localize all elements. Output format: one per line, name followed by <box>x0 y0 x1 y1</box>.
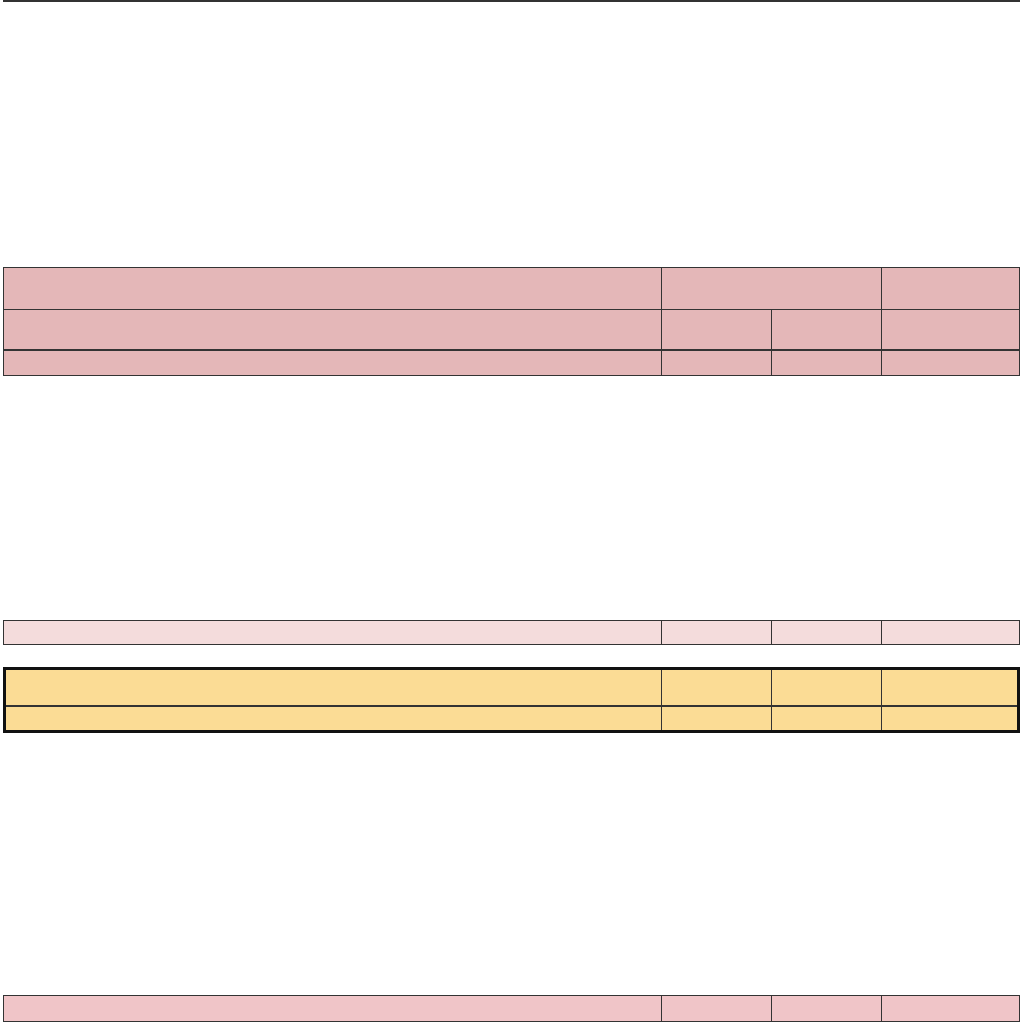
seutu-total-row <box>4 350 1019 375</box>
mit-total-row <box>6 706 1017 730</box>
col-target-header <box>881 310 1021 349</box>
mit-col-gt2-header <box>661 670 771 705</box>
mit-col-gt4-header <box>771 670 881 705</box>
empty-header-cell <box>881 268 1021 309</box>
muut-gt4 <box>771 621 881 644</box>
seutu-title-row <box>4 268 1019 310</box>
muut-gt2 <box>661 621 771 644</box>
mit-column-header-row <box>6 670 1017 706</box>
mit-col-max-header <box>881 670 1017 705</box>
yhteensa-row <box>3 995 1020 1022</box>
col-gt2-header <box>661 310 771 349</box>
mit-total-gt2 <box>661 707 771 730</box>
muut-row <box>3 620 1020 645</box>
yhteensa-gt2 <box>661 996 771 1021</box>
mitoitetut-table <box>3 667 1020 733</box>
muut-target <box>881 621 1018 644</box>
mit-total-gt4 <box>771 707 881 730</box>
yhteensa-max <box>881 996 1018 1021</box>
seutu-total-gt2 <box>661 351 771 375</box>
yhteensa-gt4 <box>771 996 881 1021</box>
summary-table <box>3 0 1020 2</box>
mit-total-max <box>881 707 1017 730</box>
seutu-column-header-row <box>4 310 1019 350</box>
seutu-total-gt4 <box>771 351 881 375</box>
turun-seutu-table <box>3 267 1020 376</box>
nykytilanne-header <box>661 268 881 309</box>
seutu-total-target <box>881 351 1021 375</box>
col-gt4-header <box>771 310 881 349</box>
